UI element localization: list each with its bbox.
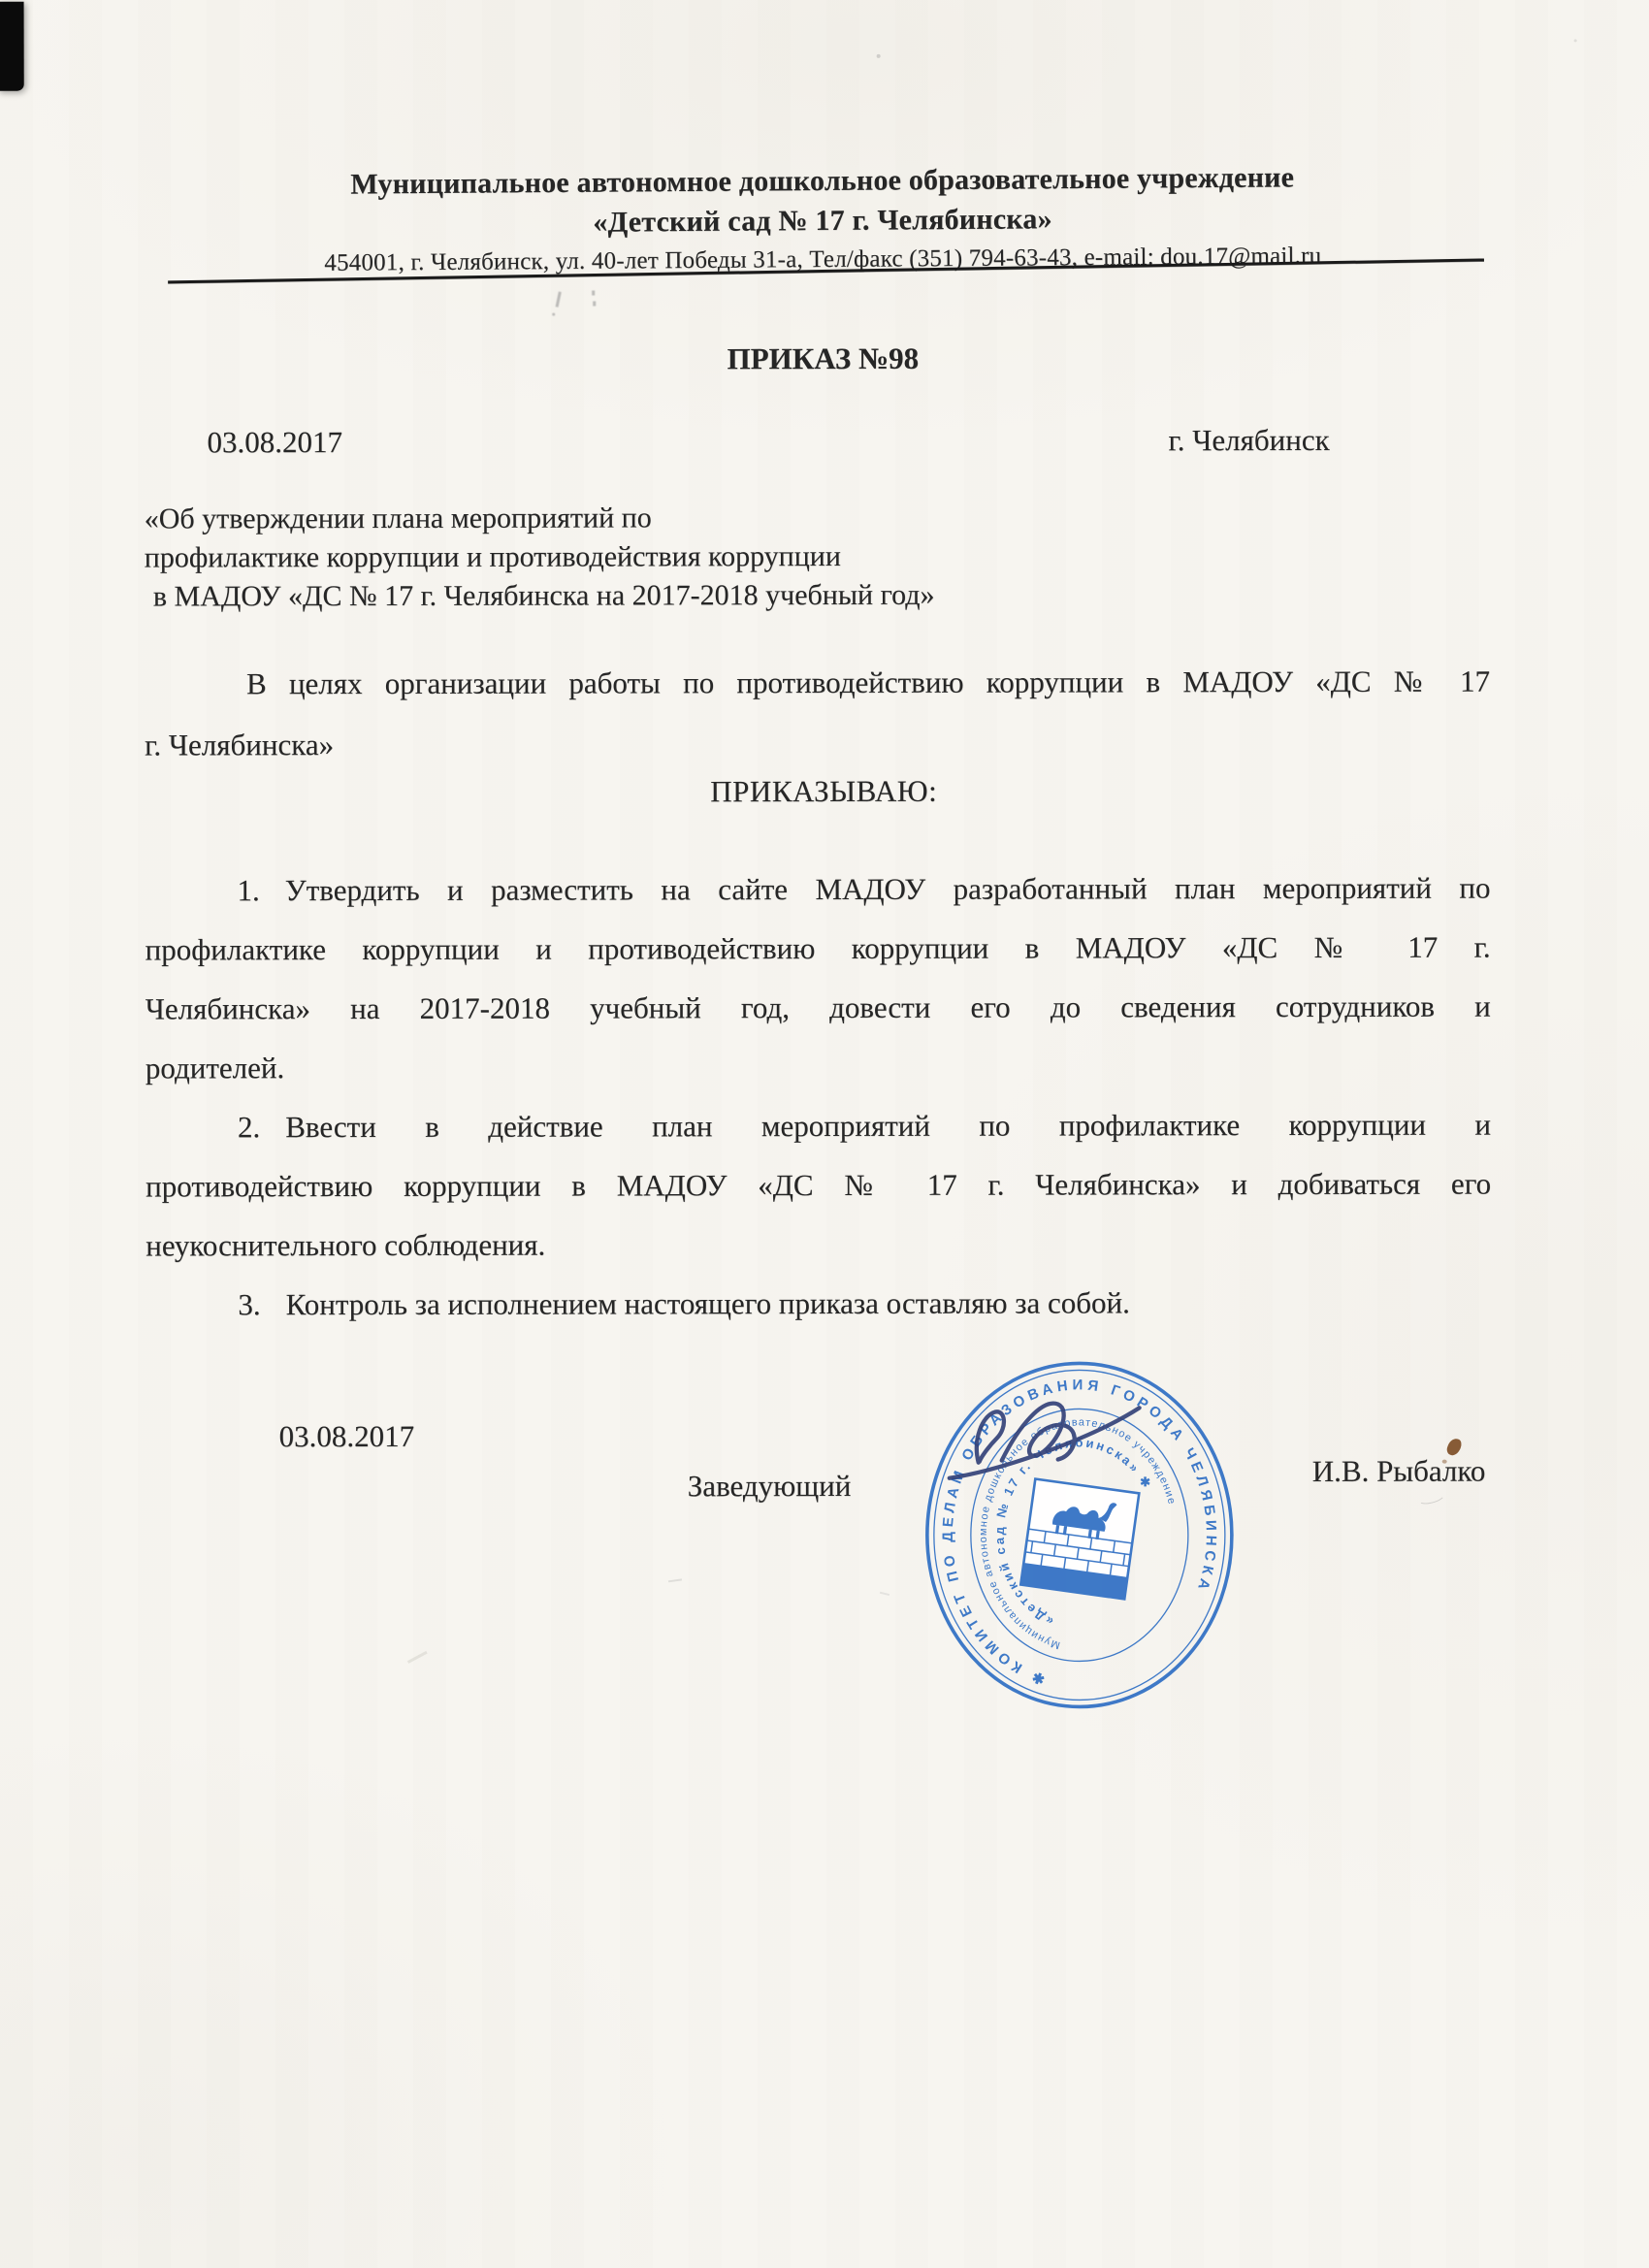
org-contact-line: 454001, г. Челябинск, ул. 40-лет Победы 31-а, Тел/факс (351) 794-63-43, e-mail: dou.17@mail.ru (324, 243, 1322, 276)
signoff-date: 03.08.2017 (278, 1418, 415, 1454)
org-name-line2: «Детский сад № 17 г. Челябинска» (593, 203, 1052, 239)
order-city: г. Челябинск (1168, 422, 1330, 458)
order-item-line (146, 1095, 1491, 1157)
scan-artifact-dot (1574, 39, 1577, 42)
item-text: Ввести в действие план мероприятий по профилактике коррупции и (285, 1107, 1492, 1145)
official-stamp (885, 1336, 1274, 1736)
scan-artifact-pencil-colon (593, 301, 596, 306)
scan-artifact-smudge (407, 1651, 428, 1664)
order-item-line (145, 859, 1490, 921)
subject-line: «Об утверждении плана мероприятий по (144, 502, 652, 535)
order-preamble (145, 651, 1490, 776)
subject-line: профилактике коррупции и противодействия коррупции (144, 539, 841, 574)
org-name-line1: Муниципальное автономное дошкольное образовательное учреждение (350, 161, 1295, 201)
scan-artifact-ink-blot (1442, 1460, 1447, 1464)
order-title: ПРИКАЗ №98 (727, 340, 920, 376)
scan-edge-corner (0, 2, 24, 91)
item-text: Контроль за исполнением настоящего приказа оставляю за собой. (285, 1285, 1130, 1322)
preamble-line: В целях организации работы по противодействию коррупции в МАДОУ «ДС № 17 (245, 664, 1491, 701)
scan-artifact-dot (877, 54, 881, 58)
order-items (145, 859, 1491, 1335)
scan-artifact-scribble (1416, 1487, 1446, 1507)
item-number: 3. (238, 1287, 261, 1322)
order-item-line: неукоснительного соблюдения. (146, 1227, 546, 1263)
scan-artifact-pencil-colon (592, 290, 595, 295)
order-item-line: родителей. (145, 1051, 285, 1085)
stamp-center-text: «Детский сад № 17 г. Челябинска» ✱ (991, 1435, 1155, 1630)
order-date: 03.08.2017 (207, 425, 343, 460)
item-number: 2. (237, 1110, 261, 1145)
subject-line: в МАДОУ «ДС № 17 г. Челябинска на 2017-2018 учебный год» (152, 578, 935, 613)
letterhead (0, 155, 1647, 282)
order-item-line: противодействию коррупции в МАДОУ «ДС № 17 г. Челябинска» и добиваться его (146, 1166, 1492, 1204)
signoff-name: И.В. Рыбалко (1311, 1453, 1486, 1488)
order-item-line: профилактике коррупции и противодействию коррупции в МАДОУ «ДС № 17 г. (145, 929, 1491, 967)
stamp-ring-text: Муниципальное автономное дошкольное образовательное учреждение (977, 1416, 1179, 1651)
order-item-line: Челябинска» на 2017-2018 учебный год, довести его до сведения сотрудников и (145, 988, 1491, 1026)
stamp-svg (885, 1336, 1274, 1736)
order-subject (145, 498, 1163, 616)
order-item-line (146, 1273, 1491, 1335)
scan-artifact-pencil-dot (552, 313, 555, 316)
item-number: 1. (237, 873, 260, 908)
scan-artifact-pencil-mark (556, 291, 562, 307)
stamp-outer-text: ✱ КОМИТЕТ ПО ДЕЛАМ ОБРАЗОВАНИЯ ГОРОДА ЧЕЛЯБИНСКА (939, 1377, 1220, 1688)
decree-word: ПРИКАЗЫВАЮ: (710, 773, 938, 809)
stamp-emblem (1020, 1479, 1139, 1600)
preamble-line: г. Челябинска» (145, 728, 335, 762)
signoff-position: Заведующий (687, 1468, 852, 1504)
scan-artifact-smudge (668, 1578, 682, 1582)
item-text: Утвердить и разместить на сайте МАДОУ разработанный план мероприятий по (284, 870, 1491, 908)
